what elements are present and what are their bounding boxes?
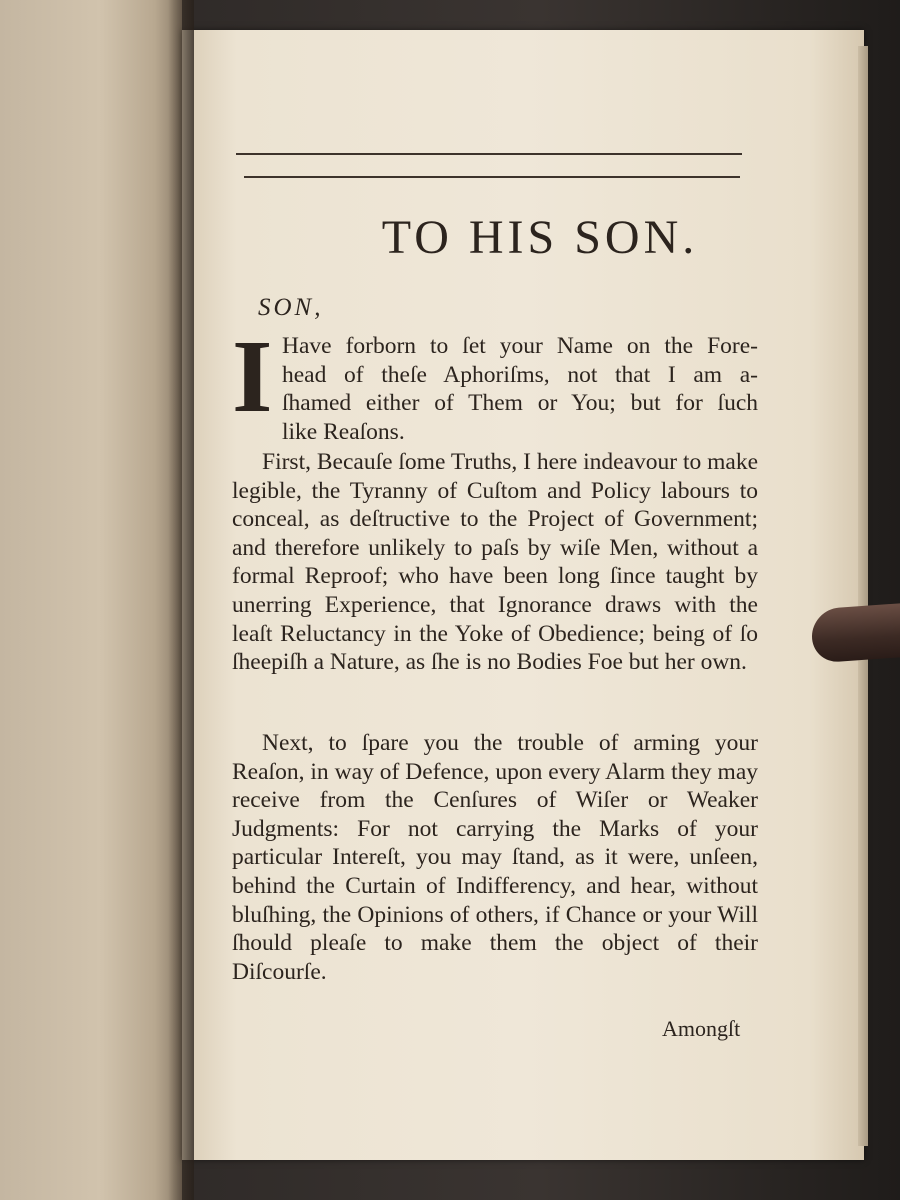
line-4: like Reaſons. bbox=[282, 418, 405, 445]
paragraph-next: Next, to ſpare you the trouble of arming your Reaſon, in way of Defence, upon every Alarm they may receive from the Cenſures of Wiſer or Weaker Judgments: For not carrying the Marks of your particular Intereſt, you may ſtand, as it were, unſeen, behind the Curtain of Indifferency, and hear, without bluſhing, the Opinions of others, if Chance or your Will ſhould pleaſe to make them the object of their Diſcourſe. bbox=[232, 730, 758, 985]
left-page bbox=[0, 0, 182, 1200]
line-2: head of theſe Aphoriſms, not that I am a- bbox=[282, 361, 758, 388]
line-1: Have forborn to ſet your Name on the Fore- bbox=[282, 333, 758, 359]
header-rule bbox=[244, 176, 740, 178]
catchword: Amongſt bbox=[662, 1016, 741, 1041]
salutation: SON, bbox=[258, 294, 324, 321]
page-title: TO HIS SON. bbox=[381, 211, 699, 264]
drop-cap: I bbox=[232, 319, 273, 434]
line-3: ſhamed either of Them or You; but for ſuch bbox=[282, 390, 758, 417]
bookmark-ribbon bbox=[812, 603, 900, 664]
paragraph-first: First, Becauſe ſome Truths, I here indeavour to make legible, the Tyranny of Cuſtom and Policy labours to conceal, as deſtructive to the Project of Government; and therefore unlikely to paſs by wiſe Men, without a formal Reproof; who have been long ſince taught by unerring Experience, that Ignorance draws with the leaſt Reluctancy in the Yoke of Obedience; being of ſo ſheepiſh a Nature, as ſhe is no Bodies Foe but her own. bbox=[232, 449, 759, 676]
header-rule bbox=[236, 153, 742, 155]
opening-lines bbox=[282, 332, 758, 446]
gutter-shadow bbox=[168, 0, 194, 1200]
